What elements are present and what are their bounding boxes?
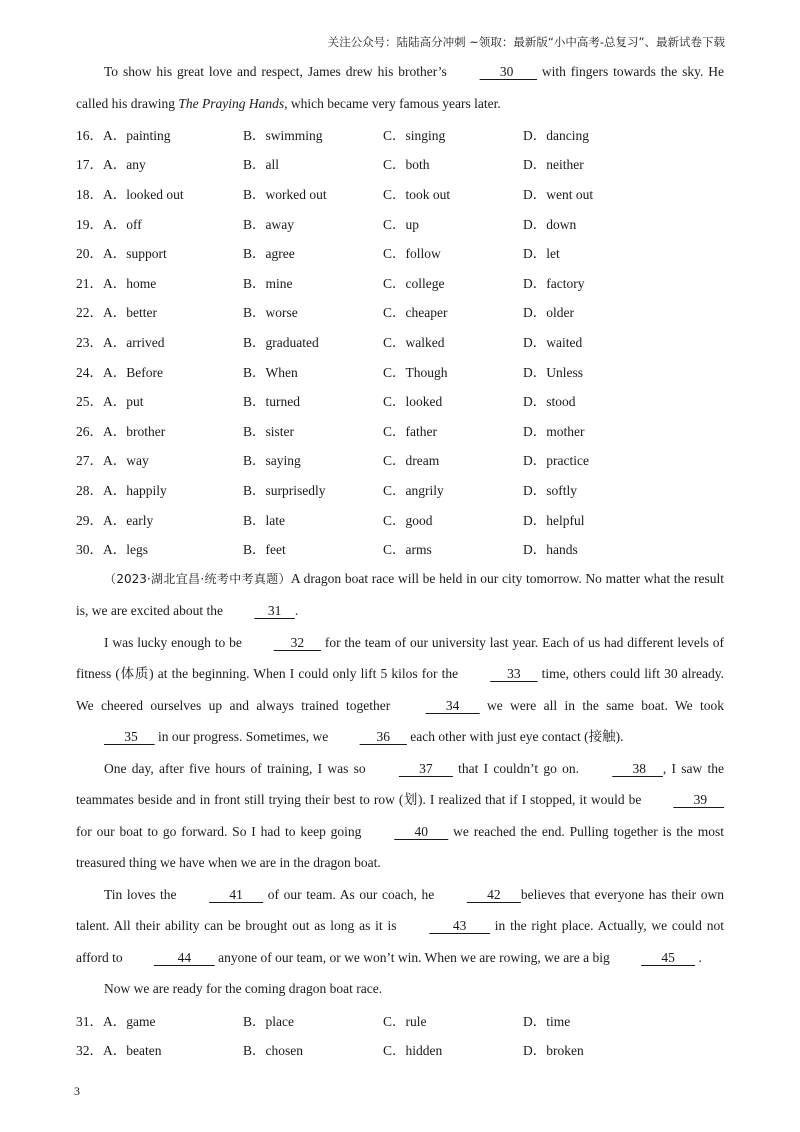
option-c: C．looked <box>383 394 443 410</box>
question-number: 21． <box>76 275 103 291</box>
option-a: A．any <box>103 157 146 173</box>
blank-35: 35 <box>104 729 155 745</box>
option-a: A．better <box>103 305 157 321</box>
question-row <box>76 267 724 297</box>
option-b: B．turned <box>243 394 300 410</box>
question-number: 22． <box>76 305 103 321</box>
option-d: D．older <box>523 305 574 321</box>
question-row <box>76 149 724 179</box>
option-b: B．place <box>243 1013 294 1029</box>
option-d: D．neither <box>523 157 584 173</box>
option-c: C．dream <box>383 453 440 469</box>
question-number: 30． <box>76 542 103 558</box>
option-c: C．angrily <box>383 482 444 498</box>
passage-paragraph-4: Tin loves the 41 of our team. As our coach, he 42 believes that everyone has their own talent. All their ability can be brought out as long as it is 43 in the right place. Actually, we could not afford to 44 anyone of our team, or we won’t win. When we are rowing, we are a big 45 . <box>76 879 724 974</box>
option-a: A．arrived <box>103 334 165 350</box>
option-d: D．factory <box>523 275 585 291</box>
option-b: B．chosen <box>243 1043 303 1059</box>
option-d: D．broken <box>523 1043 584 1059</box>
option-b: B．mine <box>243 275 293 291</box>
option-c: C．Though <box>383 364 448 380</box>
question-row <box>76 504 724 534</box>
blank-32: 32 <box>273 634 321 650</box>
blank-33: 33 <box>490 666 538 682</box>
option-b: B．sister <box>243 423 295 439</box>
option-d: D．let <box>523 246 560 262</box>
question-list-16-30 <box>76 119 724 563</box>
question-number: 19． <box>76 216 103 232</box>
question-row <box>76 1035 724 1065</box>
option-c: C．both <box>383 157 430 173</box>
question-row <box>76 119 724 149</box>
passage-paragraph-3: One day, after five hours of training, I was so 37 that I couldn’t go on. 38 , I saw the teammates beside and in front still trying their best to row (划). I realized that if I stopped, it would be 39 for our boat to go forward. So I had to keep going 40 we reached the end. Pulling together is the most treasured thing we have when we are in the dragon boat. <box>76 753 724 879</box>
option-d: D．waited <box>523 334 583 350</box>
question-row <box>76 356 724 386</box>
option-a: A．put <box>103 394 144 410</box>
option-c: C．arms <box>383 542 432 558</box>
question-number: 27． <box>76 453 103 469</box>
question-number: 17． <box>76 157 103 173</box>
option-b: B．graduated <box>243 334 319 350</box>
option-a: A．home <box>103 275 157 291</box>
option-b: B．worse <box>243 305 298 321</box>
option-b: B．When <box>243 364 298 380</box>
option-a: A．beaten <box>103 1043 162 1059</box>
question-row <box>76 237 724 267</box>
option-d: D．down <box>523 216 577 232</box>
blank-30: 30 <box>479 64 537 79</box>
blank-36: 36 <box>359 729 407 745</box>
option-b: B．surprisedly <box>243 482 326 498</box>
question-number: 25． <box>76 394 103 410</box>
question-row <box>76 533 724 563</box>
question-row <box>76 297 724 327</box>
option-c: C．singing <box>383 127 446 143</box>
option-c: C．cheaper <box>383 305 448 321</box>
question-row <box>76 415 724 445</box>
drawing-title: The Praying Hands <box>178 95 285 111</box>
option-c: C．follow <box>383 246 441 262</box>
option-b: B．feet <box>243 542 286 558</box>
question-list-31-32 <box>76 1005 724 1064</box>
option-c: C．father <box>383 423 437 439</box>
blank-44: 44 <box>154 949 215 965</box>
blank-34: 34 <box>425 697 480 713</box>
option-d: D．hands <box>523 542 578 558</box>
question-number: 29． <box>76 512 103 528</box>
option-c: C．hidden <box>383 1043 443 1059</box>
question-number: 24． <box>76 364 103 380</box>
option-a: A．legs <box>103 542 148 558</box>
option-d: D．mother <box>523 423 585 439</box>
document-body <box>76 56 724 1064</box>
option-b: B．worked out <box>243 186 327 202</box>
question-row <box>76 326 724 356</box>
question-number: 26． <box>76 423 103 439</box>
option-a: A．Before <box>103 364 163 380</box>
blank-40: 40 <box>394 823 449 839</box>
option-b: B．away <box>243 216 294 232</box>
passage-paragraph-5: Now we are ready for the coming dragon boat race. <box>104 981 383 997</box>
blank-43: 43 <box>429 918 490 934</box>
option-d: D．Unless <box>523 364 583 380</box>
option-a: A．happily <box>103 482 167 498</box>
option-a: A．painting <box>103 127 171 143</box>
option-c: C．up <box>383 216 420 232</box>
option-a: A．way <box>103 453 149 469</box>
option-a: A．early <box>103 512 154 528</box>
option-c: C．good <box>383 512 433 528</box>
question-row <box>76 445 724 475</box>
intro-paragraph: To show his great love and respect, James drew his brother’s 30 with fingers towards the sky. He called his drawing The Praying Hands, which became very famous years later. <box>76 56 724 119</box>
option-b: B．all <box>243 157 279 173</box>
option-d: D．practice <box>523 453 589 469</box>
question-number: 31． <box>76 1013 103 1029</box>
option-b: B．swimming <box>243 127 323 143</box>
option-b: B．late <box>243 512 285 528</box>
option-b: B．agree <box>243 246 295 262</box>
question-number: 18． <box>76 186 103 202</box>
question-number: 20． <box>76 246 103 262</box>
question-row <box>76 208 724 238</box>
blank-38: 38 <box>612 760 663 776</box>
option-a: A．off <box>103 216 142 232</box>
option-d: D．softly <box>523 482 577 498</box>
option-c: C．rule <box>383 1013 427 1029</box>
option-b: B．saying <box>243 453 301 469</box>
option-a: A．support <box>103 246 167 262</box>
question-number: 32． <box>76 1043 103 1059</box>
option-a: A．game <box>103 1013 156 1029</box>
option-d: D．dancing <box>523 127 589 143</box>
option-c: C．took out <box>383 186 451 202</box>
blank-45: 45 <box>641 949 696 965</box>
option-a: A．brother <box>103 423 166 439</box>
question-row <box>76 385 724 415</box>
option-d: D．helpful <box>523 512 585 528</box>
blank-41: 41 <box>209 886 264 902</box>
page-header: 关注公众号：陆陆高分冲刺 ~领取：最新版“小中高考-总复习”、最新试卷下载 <box>327 35 725 49</box>
option-a: A．looked out <box>103 186 184 202</box>
option-d: D．stood <box>523 394 576 410</box>
blank-31: 31 <box>254 603 295 619</box>
option-c: C．walked <box>383 334 445 350</box>
question-number: 23． <box>76 334 103 350</box>
question-number: 28． <box>76 482 103 498</box>
blank-42: 42 <box>466 886 521 902</box>
option-d: D．time <box>523 1013 571 1029</box>
option-d: D．went out <box>523 186 594 202</box>
question-row <box>76 1005 724 1035</box>
passage-paragraph-2: I was lucky enough to be 32 for the team of our university last year. Each of us had different levels of fitness (体质) at the beginning. When I could only lift 5 kilos for the 33 time, others could lift 30 already. We cheered ourselves up and always trained together 34 we were all in the same boat. We took 35 in our progress. Sometimes, we 36 each other with just eye contact (接触). <box>76 627 724 753</box>
passage-paragraph-1: （2023·湖北宜昌·统考中考真题）A dragon boat race will be held in our city tomorrow. No matter what the result is, we are excited about the 31 . <box>76 563 724 627</box>
page-number: 3 <box>74 1084 80 1098</box>
source-label: （2023·湖北宜昌·统考中考真题） <box>104 571 291 586</box>
question-row <box>76 178 724 208</box>
blank-37: 37 <box>398 760 453 776</box>
option-c: C．college <box>383 275 445 291</box>
blank-39: 39 <box>673 792 724 808</box>
question-row <box>76 474 724 504</box>
question-number: 16． <box>76 127 103 143</box>
